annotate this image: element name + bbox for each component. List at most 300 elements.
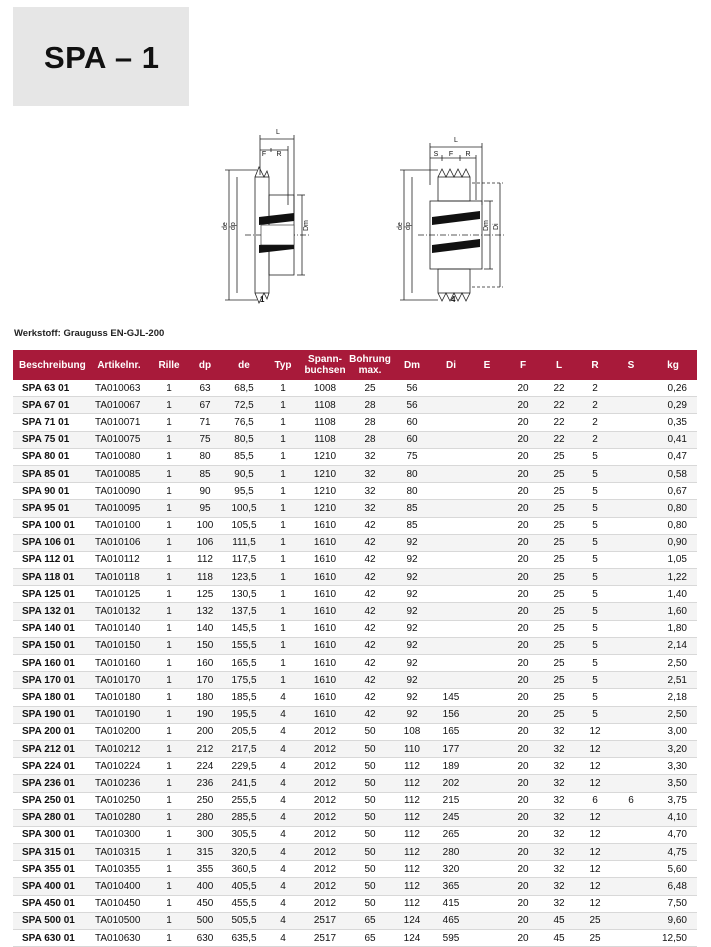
cell-dm: 92 [391,534,433,551]
cell-rille: 1 [151,826,187,843]
cell-beschreibung: SPA 132 01 [13,603,87,620]
cell-dm: 92 [391,637,433,654]
cell-typ: 1 [265,397,301,414]
cell-de: 195,5 [223,706,265,723]
cell-typ: 1 [265,500,301,517]
table-row [13,448,697,465]
cell-typ: 4 [265,706,301,723]
cell-kg: 12,50 [649,930,697,947]
cell-e [469,895,505,912]
cell-rille: 1 [151,551,187,568]
cell-typ: 1 [265,517,301,534]
cell-l: 25 [541,706,577,723]
cell-dp: 300 [187,826,223,843]
cell-bohrung: 42 [349,672,391,689]
cell-l: 25 [541,637,577,654]
cell-bohrung: 42 [349,637,391,654]
cell-di [433,431,469,448]
cell-l: 32 [541,826,577,843]
cell-beschreibung: SPA 106 01 [13,534,87,551]
cell-artikelnr: TA010500 [87,912,151,929]
cell-di: 265 [433,826,469,843]
cell-l: 25 [541,603,577,620]
cell-s [613,861,649,878]
cell-beschreibung: SPA 63 01 [13,380,87,397]
table-row [13,826,697,843]
cell-beschreibung: SPA 100 01 [13,517,87,534]
cell-dp: 150 [187,637,223,654]
cell-l: 32 [541,844,577,861]
cell-rille: 1 [151,534,187,551]
cell-r: 5 [577,534,613,551]
col-r: R [577,350,613,380]
cell-spannbuchsen: 1610 [301,569,349,586]
cell-bohrung: 42 [349,534,391,551]
cell-bohrung: 28 [349,397,391,414]
cell-rille: 1 [151,723,187,740]
cell-kg: 2,50 [649,706,697,723]
cell-di: 465 [433,912,469,929]
cell-spannbuchsen: 1610 [301,672,349,689]
cell-de: 100,5 [223,500,265,517]
table-row [13,465,697,482]
table-row [13,655,697,672]
col-e: E [469,350,505,380]
cell-kg: 0,29 [649,397,697,414]
cell-r: 2 [577,380,613,397]
cell-r: 25 [577,930,613,947]
cell-beschreibung: SPA 236 01 [13,775,87,792]
cell-de: 205,5 [223,723,265,740]
cell-kg: 2,51 [649,672,697,689]
page-title: SPA – 1 [44,40,160,75]
figure-label-4: 4 [451,295,456,304]
cell-de: 217,5 [223,740,265,757]
cell-kg: 0,67 [649,483,697,500]
cell-r: 5 [577,569,613,586]
cell-spannbuchsen: 2012 [301,758,349,775]
cell-dm: 85 [391,500,433,517]
dim-dp: dp [230,222,237,230]
cell-dp: 67 [187,397,223,414]
table-row [13,895,697,912]
cell-r: 2 [577,397,613,414]
cell-artikelnr: TA010315 [87,844,151,861]
cell-dp: 630 [187,930,223,947]
cell-di [433,534,469,551]
cell-r: 5 [577,465,613,482]
cell-kg: 4,75 [649,844,697,861]
table-row [13,844,697,861]
cell-rille: 1 [151,637,187,654]
cell-r: 5 [577,655,613,672]
cell-di [433,414,469,431]
table-row [13,397,697,414]
cell-di: 320 [433,861,469,878]
cell-artikelnr: TA010630 [87,930,151,947]
cell-dm: 112 [391,861,433,878]
cell-artikelnr: TA010100 [87,517,151,534]
cell-l: 22 [541,397,577,414]
cell-f: 20 [505,517,541,534]
cell-dm: 112 [391,826,433,843]
cell-dp: 100 [187,517,223,534]
cell-rille: 1 [151,672,187,689]
cell-de: 229,5 [223,758,265,775]
cell-dm: 124 [391,912,433,929]
cell-artikelnr: TA010067 [87,397,151,414]
col-rille: Rille [151,350,187,380]
table-body [13,380,697,947]
material-note: Werkstoff: Grauguss EN-GJL-200 [14,328,165,339]
cell-artikelnr: TA010071 [87,414,151,431]
cell-dm: 56 [391,397,433,414]
cell-e [469,637,505,654]
dim-s: S [433,151,439,158]
cell-f: 20 [505,895,541,912]
cell-s [613,895,649,912]
cell-dm: 92 [391,689,433,706]
cell-bohrung: 42 [349,689,391,706]
cell-kg: 2,18 [649,689,697,706]
cell-s [613,878,649,895]
cell-artikelnr: TA010180 [87,689,151,706]
cell-f: 20 [505,706,541,723]
cell-kg: 0,47 [649,448,697,465]
pulley-table [13,350,697,947]
cell-de: 76,5 [223,414,265,431]
cell-typ: 4 [265,930,301,947]
cell-artikelnr: TA010224 [87,758,151,775]
cell-kg: 2,50 [649,655,697,672]
cell-de: 137,5 [223,603,265,620]
cell-dp: 106 [187,534,223,551]
table-row [13,431,697,448]
cell-l: 45 [541,912,577,929]
cell-artikelnr: TA010300 [87,826,151,843]
cell-di: 145 [433,689,469,706]
cell-f: 20 [505,414,541,431]
table-row [13,861,697,878]
cell-spannbuchsen: 2012 [301,861,349,878]
cell-beschreibung: SPA 500 01 [13,912,87,929]
cell-rille: 1 [151,740,187,757]
cell-bohrung: 28 [349,414,391,431]
cell-de: 405,5 [223,878,265,895]
cell-typ: 1 [265,465,301,482]
cell-f: 20 [505,483,541,500]
cell-kg: 0,26 [649,380,697,397]
cell-artikelnr: TA010212 [87,740,151,757]
cell-rille: 1 [151,500,187,517]
cell-f: 20 [505,637,541,654]
cell-beschreibung: SPA 355 01 [13,861,87,878]
cell-s [613,689,649,706]
cell-s [613,380,649,397]
cell-kg: 0,80 [649,517,697,534]
cell-kg: 1,05 [649,551,697,568]
cell-artikelnr: TA010140 [87,620,151,637]
cell-r: 5 [577,637,613,654]
cell-spannbuchsen: 2012 [301,723,349,740]
cell-spannbuchsen: 1610 [301,603,349,620]
col-l: L [541,350,577,380]
dim-dp: dp [405,222,412,230]
cell-beschreibung: SPA 71 01 [13,414,87,431]
cell-di: 156 [433,706,469,723]
cell-beschreibung: SPA 90 01 [13,483,87,500]
cell-typ: 4 [265,895,301,912]
cell-s [613,534,649,551]
cell-dp: 160 [187,655,223,672]
cell-bohrung: 50 [349,895,391,912]
cell-e [469,861,505,878]
cell-de: 117,5 [223,551,265,568]
dim-di: Di [493,223,500,230]
table-row [13,792,697,809]
cell-dm: 85 [391,517,433,534]
cell-spannbuchsen: 2517 [301,930,349,947]
cell-spannbuchsen: 1008 [301,380,349,397]
cell-rille: 1 [151,912,187,929]
table-row [13,414,697,431]
cell-dm: 60 [391,431,433,448]
cell-beschreibung: SPA 150 01 [13,637,87,654]
cell-di [433,500,469,517]
cell-e [469,758,505,775]
cell-dp: 180 [187,689,223,706]
table-row [13,878,697,895]
cell-di: 215 [433,792,469,809]
table-row [13,672,697,689]
cell-rille: 1 [151,465,187,482]
cell-beschreibung: SPA 85 01 [13,465,87,482]
cell-typ: 4 [265,758,301,775]
dim-dm: Dm [483,220,490,231]
cell-rille: 1 [151,706,187,723]
cell-bohrung: 50 [349,809,391,826]
cell-artikelnr: TA010075 [87,431,151,448]
cell-spannbuchsen: 2012 [301,895,349,912]
cell-f: 20 [505,689,541,706]
cell-dm: 112 [391,792,433,809]
cell-e [469,826,505,843]
cell-s [613,826,649,843]
cell-l: 25 [541,689,577,706]
cell-l: 45 [541,930,577,947]
cell-rille: 1 [151,792,187,809]
cell-r: 5 [577,500,613,517]
cell-spannbuchsen: 1610 [301,620,349,637]
cell-f: 20 [505,861,541,878]
cell-kg: 0,90 [649,534,697,551]
cell-e [469,672,505,689]
cell-l: 25 [541,655,577,672]
cell-bohrung: 42 [349,517,391,534]
cell-dp: 200 [187,723,223,740]
cell-f: 20 [505,844,541,861]
cell-dp: 236 [187,775,223,792]
cell-rille: 1 [151,603,187,620]
cell-f: 20 [505,465,541,482]
cell-r: 12 [577,740,613,757]
figure-label-1: 1 [260,295,265,304]
cell-bohrung: 32 [349,500,391,517]
cell-bohrung: 42 [349,551,391,568]
cell-de: 72,5 [223,397,265,414]
cell-s [613,465,649,482]
cell-de: 505,5 [223,912,265,929]
cell-rille: 1 [151,397,187,414]
cell-bohrung: 65 [349,912,391,929]
cell-de: 455,5 [223,895,265,912]
table-row [13,689,697,706]
cell-artikelnr: TA010090 [87,483,151,500]
cell-e [469,397,505,414]
cell-di [433,655,469,672]
cell-e [469,448,505,465]
dim-de: de [222,222,229,230]
cell-spannbuchsen: 2012 [301,826,349,843]
cell-s [613,569,649,586]
table-row [13,620,697,637]
col-dm: Dm [391,350,433,380]
cell-dp: 280 [187,809,223,826]
cell-dp: 450 [187,895,223,912]
cell-dp: 212 [187,740,223,757]
cell-typ: 1 [265,483,301,500]
table-row [13,723,697,740]
cell-bohrung: 50 [349,792,391,809]
cell-dm: 92 [391,672,433,689]
cell-e [469,569,505,586]
cell-beschreibung: SPA 224 01 [13,758,87,775]
cell-s [613,844,649,861]
cell-dm: 112 [391,844,433,861]
cell-e [469,723,505,740]
cell-rille: 1 [151,448,187,465]
cell-r: 12 [577,723,613,740]
cell-rille: 1 [151,569,187,586]
cell-f: 20 [505,551,541,568]
cell-typ: 4 [265,912,301,929]
cell-de: 155,5 [223,637,265,654]
cell-typ: 4 [265,792,301,809]
cell-dp: 85 [187,465,223,482]
col-s: S [613,350,649,380]
cell-beschreibung: SPA 212 01 [13,740,87,757]
cell-beschreibung: SPA 67 01 [13,397,87,414]
cell-kg: 0,58 [649,465,697,482]
cell-de: 185,5 [223,689,265,706]
cell-r: 5 [577,448,613,465]
table-row [13,809,697,826]
cell-dp: 224 [187,758,223,775]
cell-l: 32 [541,809,577,826]
table-row [13,775,697,792]
cell-rille: 1 [151,809,187,826]
cell-dm: 92 [391,706,433,723]
cell-l: 32 [541,878,577,895]
pulley-drawing-type-4 [390,125,510,310]
cell-typ: 1 [265,551,301,568]
cell-f: 20 [505,534,541,551]
cell-dp: 63 [187,380,223,397]
cell-bohrung: 42 [349,706,391,723]
cell-kg: 2,14 [649,637,697,654]
cell-beschreibung: SPA 140 01 [13,620,87,637]
cell-s: 6 [613,792,649,809]
cell-s [613,655,649,672]
table-row [13,740,697,757]
cell-spannbuchsen: 1610 [301,586,349,603]
cell-dm: 60 [391,414,433,431]
cell-e [469,792,505,809]
pulley-drawing-type-1 [215,125,315,310]
cell-r: 5 [577,706,613,723]
cell-l: 22 [541,431,577,448]
cell-s [613,740,649,757]
cell-l: 22 [541,380,577,397]
cell-l: 25 [541,569,577,586]
cell-s [613,603,649,620]
cell-de: 105,5 [223,517,265,534]
cell-spannbuchsen: 1210 [301,483,349,500]
col-artikelnr: Artikelnr. [87,350,151,380]
cell-artikelnr: TA010106 [87,534,151,551]
col-typ: Typ [265,350,301,380]
cell-de: 145,5 [223,620,265,637]
cell-kg: 5,60 [649,861,697,878]
table-row [13,517,697,534]
cell-beschreibung: SPA 250 01 [13,792,87,809]
col-bohrung-line1: Bohrung [349,354,391,365]
cell-r: 12 [577,809,613,826]
cell-f: 20 [505,397,541,414]
cell-dm: 92 [391,620,433,637]
cell-e [469,517,505,534]
cell-s [613,397,649,414]
cell-di: 415 [433,895,469,912]
cell-beschreibung: SPA 180 01 [13,689,87,706]
cell-kg: 7,50 [649,895,697,912]
cell-rille: 1 [151,414,187,431]
cell-bohrung: 32 [349,483,391,500]
cell-beschreibung: SPA 190 01 [13,706,87,723]
cell-kg: 0,41 [649,431,697,448]
cell-typ: 1 [265,569,301,586]
cell-rille: 1 [151,689,187,706]
cell-kg: 3,30 [649,758,697,775]
cell-s [613,637,649,654]
cell-s [613,706,649,723]
cell-de: 123,5 [223,569,265,586]
cell-r: 5 [577,620,613,637]
cell-rille: 1 [151,620,187,637]
cell-f: 20 [505,655,541,672]
cell-dm: 112 [391,758,433,775]
cell-r: 12 [577,844,613,861]
cell-typ: 4 [265,878,301,895]
cell-di: 202 [433,775,469,792]
cell-di [433,448,469,465]
cell-e [469,930,505,947]
cell-e [469,551,505,568]
cell-beschreibung: SPA 112 01 [13,551,87,568]
cell-typ: 1 [265,414,301,431]
cell-spannbuchsen: 1108 [301,397,349,414]
cell-artikelnr: TA010080 [87,448,151,465]
